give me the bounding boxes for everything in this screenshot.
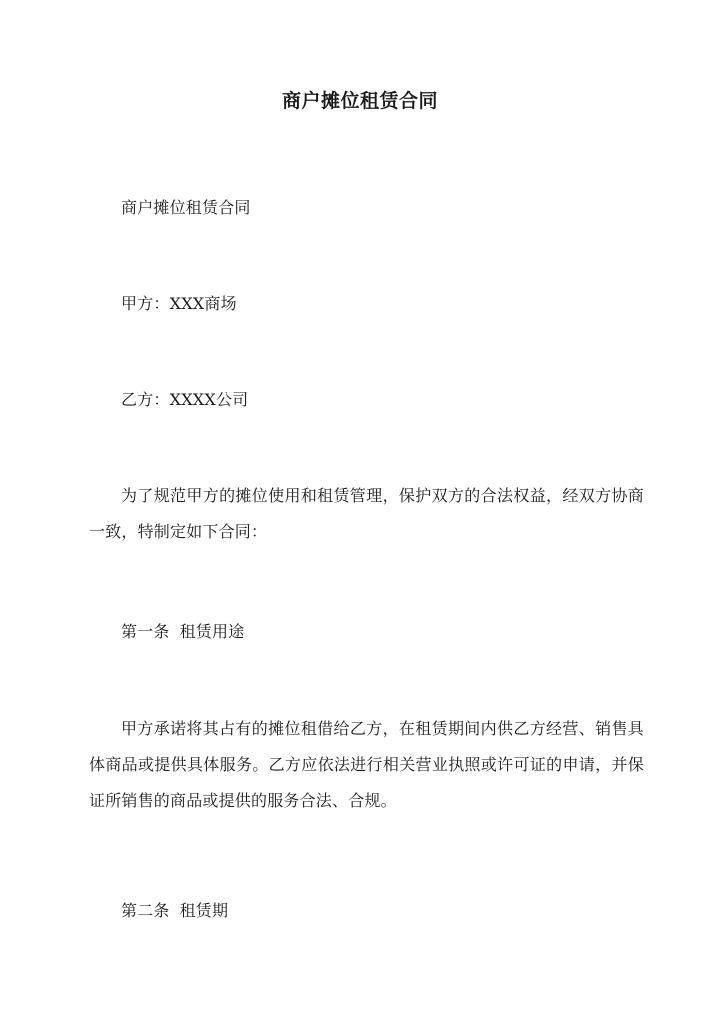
preamble-paragraph: 为了规范甲方的摊位使用和租赁管理，保护双方的合法权益，经双方协商一致，特制定如下合同： [89, 486, 644, 541]
article-1-number: 第一条 [121, 622, 170, 641]
party-b-paragraph: 乙方：XXXX公司 [121, 390, 249, 409]
article-2-heading [89, 893, 644, 929]
article-2-number: 第二条 [121, 901, 170, 920]
document-title: 商户摊位租赁合同 [281, 90, 438, 112]
article-1-title: 租赁用途 [179, 622, 245, 641]
party-a-paragraph: 甲方：XXX商场 [121, 294, 237, 313]
contract-name-paragraph: 商户摊位租赁合同 [121, 198, 251, 217]
article-2-title: 租赁期 [179, 901, 229, 920]
article-1-heading [89, 614, 644, 650]
article-1-body: 甲方承诺将其占有的摊位租借给乙方，在租赁期间内供乙方经营、销售具体商品或提供具体服务。乙方应依法进行相关营业执照或许可证的申请，并保证所销售的商品或提供的服务合法、合规。 [89, 719, 644, 810]
